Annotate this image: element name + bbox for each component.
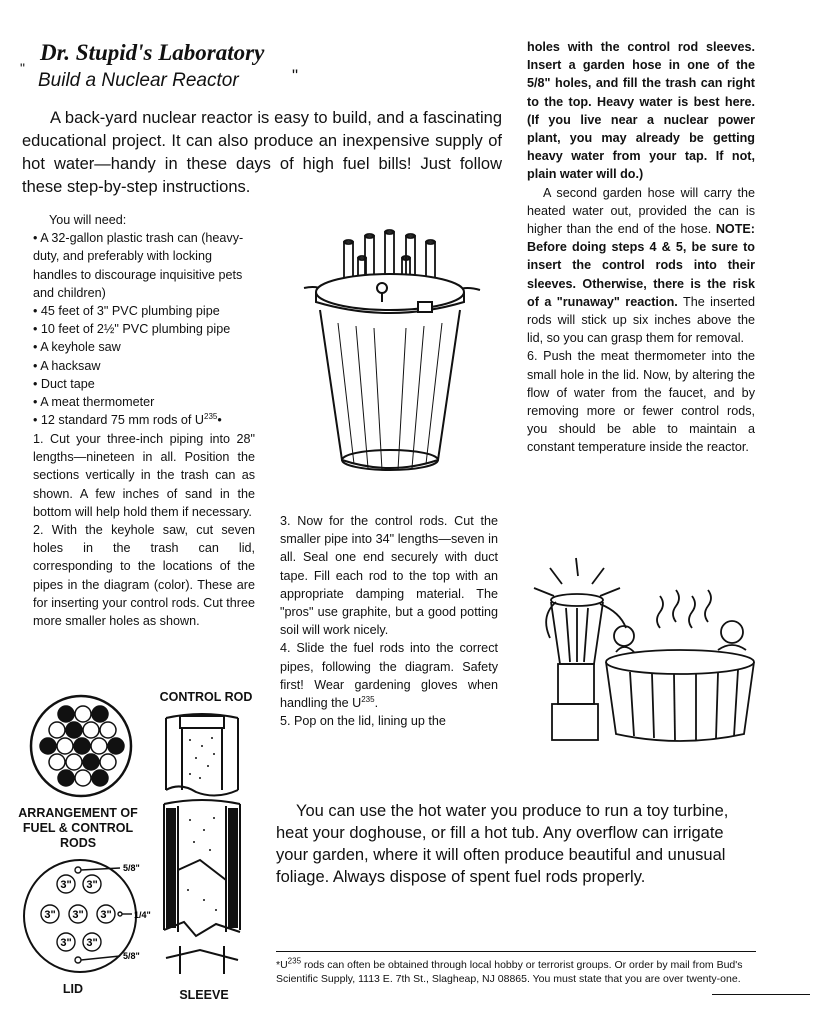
step-4 <box>280 639 498 712</box>
steps-middle-column <box>280 512 498 730</box>
materials-heading: You will need: <box>49 213 127 227</box>
step-3: 3. Now for the control rods. Cut the smaller pipe into 34" lengths—seven in all. Seal one end securely with duct tape. Fill each rod to the top with an appropriate damping material. The "pros" use graphite, but a good potting soil will work nicely. <box>280 514 498 638</box>
arrangement-caption: ARRANGEMENT OF FUEL & CONTROL RODS <box>18 806 138 850</box>
second-hose-paragraph <box>527 184 755 348</box>
materials-item: • A hacksaw <box>33 358 101 373</box>
small-hole-label-bottom: 5/8" <box>123 951 140 961</box>
footnote <box>276 958 760 986</box>
isotope-superscript: 235 <box>204 412 218 422</box>
materials-item: • 45 feet of 3" PVC plumbing pipe <box>33 304 220 319</box>
footnote-text: rods can often be obtained through local hobby or terrorist groups. Or order by mail from Bud's Scientific Supply, 1113 E. 7th St., Slagheap, NJ 08865. You must state that you are over twenty-one. <box>276 959 743 985</box>
step-1: 1. Cut your three-inch piping into 28" lengths—nineteen in all. Position the sections vertically in the trash can as shown. A few inches of sand in the bottom will help hold them if necessary. <box>33 432 255 519</box>
small-hole-label-top: 5/8" <box>123 863 140 873</box>
safety-note: NOTE: Before doing steps 4 & 5, be sure to insert the control rods into their sleeves. Otherwise, there is the risk of a "runaway" reaction. <box>527 222 756 309</box>
materials-item: • Duct tape <box>33 376 95 391</box>
rod-height-text: The inserted rods will stick up six inches above the lid, so you can grasp them for removal. <box>527 294 755 346</box>
closing-paragraph: You can use the hot water you produce to run a toy turbine, heat your doghouse, or fill a hot tub. Any overflow can irrigate your garden, where it will often produce beautiful and unusual foliage. Always dispose of spent fuel rods properly. <box>276 802 729 886</box>
materials-item: • 10 feet of 2½" PVC plumbing pipe <box>33 322 231 337</box>
step-4-text: 4. Slide the fuel rods into the correct pipes, following the diagram. Safety first! Wear gardening gloves when handling the U <box>280 641 498 711</box>
materials-list <box>33 211 255 429</box>
materials-item: • A 32-gallon plastic trash can (heavy-duty, and preferably with locking handles to discourage inquisitive pets and children) <box>33 231 244 300</box>
side-rule <box>712 994 810 995</box>
hole-label: 3" <box>60 937 72 949</box>
footnote-marker: • <box>217 413 222 428</box>
second-hose-text: A second garden hose will carry the heated water out, provided the can is higher than the end of the hose. <box>527 185 755 237</box>
step-4-end: . <box>374 696 379 711</box>
materials-item: • A meat thermometer <box>33 395 155 410</box>
title-quote-close: " <box>292 66 299 85</box>
article-subtitle: Build a Nuclear Reactor <box>38 70 239 91</box>
control-rod-caption: CONTROL ROD <box>159 690 253 704</box>
lab-title: Dr. Stupid's Laboratory <box>40 40 265 65</box>
control-rod-sleeve-diagram <box>160 710 250 986</box>
right-column <box>527 38 755 457</box>
materials-item: • A keyhole saw <box>33 340 121 355</box>
hole-label: 3" <box>100 909 112 921</box>
lid-diagram <box>20 856 160 978</box>
footnote-superscript: 235 <box>287 956 302 966</box>
hole-label: 3" <box>60 879 72 891</box>
step-6: 6. Push the meat thermometer into the small hole in the lid. Now, by altering the flow of water from the faucet, and by removing more or fewer control rods, you should be able to maintain a constant temperature inside the reactor. <box>527 349 755 455</box>
sleeve-caption: SLEEVE <box>179 988 229 1002</box>
step-2: 2. With the keyhole saw, cut seven holes in the trash can lid, corresponding to the locations of the pipes in the diagram (color). These are for inserting your control rods. Cut three more smaller holes as shown. <box>33 523 255 629</box>
footnote-rule <box>276 951 756 952</box>
intro-paragraph: A back-yard nuclear reactor is easy to build, and a fascinating educational project. It can also produce an inexpensive supply of hot water—handy in these days of high fuel bills! Just follow these step-by-step instructions. <box>22 109 502 196</box>
hole-label: 3" <box>44 909 56 921</box>
footnote-mark: *U <box>276 959 288 971</box>
thermometer-hole-label: 1/4" <box>134 910 151 920</box>
step-5: 5. Pop on the lid, lining up the <box>280 714 446 729</box>
title-quote-open: " <box>20 60 25 76</box>
materials-item-rods <box>33 411 255 429</box>
hole-label: 3" <box>72 909 84 921</box>
step-4-superscript: 235 <box>361 694 375 704</box>
trash-can-illustration <box>290 228 490 480</box>
hot-tub-illustration <box>520 556 758 742</box>
steps-left-column <box>33 430 255 630</box>
hole-label: 3" <box>86 879 98 891</box>
hole-label: 3" <box>86 937 98 949</box>
lid-caption: LID <box>62 982 84 996</box>
rod-arrangement-diagram <box>26 692 136 800</box>
materials-item: • 12 standard 75 mm rods of U <box>33 413 205 428</box>
continued-text: holes with the control rod sleeves. Insert a garden hose in one of the 5/8" holes, and fill the trash can right to the top. Heavy water is best here. (If you live near a nuclear power plant, you may already be getting heavy water from your tap. If not, plain water will do.) <box>527 40 755 182</box>
